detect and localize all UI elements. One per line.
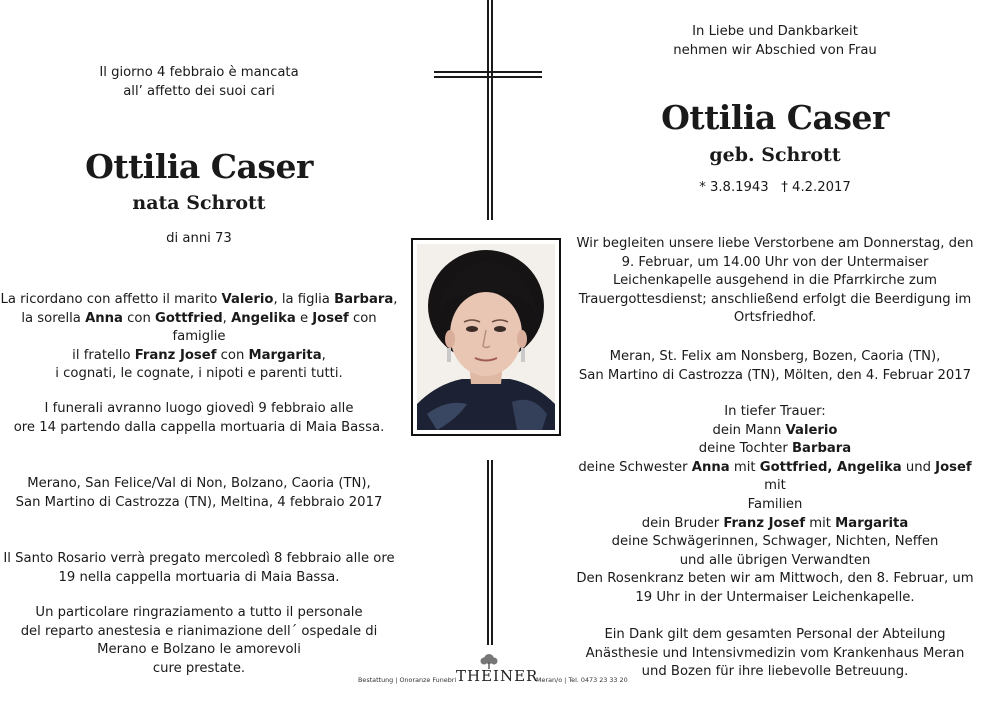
left-family-line-3: il fratello Franz Josef con Margarita, [72,347,326,363]
left-funeral-line-1: I funerali avranno luogo giovedì 9 febbraio alle [44,401,354,416]
right-funeral-line-2: 9. Februar, um 14.00 Uhr von der Untermaiser [621,254,929,270]
right-mourner-sister: deine Schwester Anna mit Gottfried, Angelika und Josef mit [578,459,972,494]
left-rosary-line-2: 19 nella cappella mortuaria di Maia Bassa. [58,569,340,585]
left-thanks-line-1: Un particolare ringraziamento a tutto il personale [35,605,363,620]
left-family-paragraph [0,291,398,384]
left-intro-line-2: all’ affetto dei suoi cari [123,83,275,99]
portrait-illustration [417,244,555,430]
right-funeral-line-5: Ortsfriedhof. [733,310,817,326]
right-thanks-line-1: Ein Dank gilt dem gesamten Personal der Abteilung [604,627,946,642]
divider-vertical-bottom [487,460,489,645]
right-thanks-line-3: und Bozen für ihre liebevolle Betreuung. [641,664,909,680]
divider-vertical-bottom-2 [491,460,493,645]
right-deceased-name: Ottilia Caser [661,98,889,137]
right-intro-line-2: nehmen wir Abschied von Frau [673,42,877,58]
right-mourner-brother: dein Bruder Franz Josef mit Margarita [641,515,909,531]
right-rosary-line-1: Den Rosenkranz beten wir am Mittwoch, den 8. Februar, um [576,571,974,586]
left-place-date [0,475,398,512]
left-funeral-line-2: ore 14 partendo dalla cappella mortuaria di Maia Bassa. [13,419,385,435]
right-funeral-line-4: Trauergottesdienst; anschließend erfolgt die Beerdigung im [578,291,972,307]
left-funeral-info [0,400,398,437]
left-thanks-line-3: Merano e Bolzano le amorevoli [97,642,301,658]
cross-vertical-top-2 [491,0,493,220]
right-place-date [572,348,978,385]
right-funeral-line-3: Leichenkapelle ausgehend in die Pfarrkirche zum [612,273,938,289]
right-funeral-line-1: Wir begleiten unsere liebe Verstorbene am Donnerstag, den [576,236,974,251]
right-life-dates: * 3.8.1943 † 4.2.2017 [699,180,851,195]
left-place-line-1: Merano, San Felice/Val di Non, Bolzano, Caoria (TN), [27,476,371,491]
left-family-line-4: i cognati, le cognate, i nipoti e parenti tutti. [55,366,343,382]
left-place-line-2: San Martino di Castrozza (TN), Meltina, 4 febbraio 2017 [15,494,383,510]
right-mourner-daughter: deine Tochter Barbara [698,441,852,457]
right-mourner-husband: dein Mann Valerio [712,422,838,438]
left-age: di anni 73 [166,231,232,246]
right-mourner-relatives: und alle übrigen Verwandten [679,552,871,568]
left-thanks-line-4: cure prestate. [152,660,246,676]
left-rosary-line-1: Il Santo Rosario verrà pregato mercoledì 8 febbraio alle ore [3,551,395,566]
right-place-line-1: Meran, St. Felix am Nonsberg, Bozen, Caoria (TN), [609,349,941,364]
right-rosary-info [572,570,978,607]
left-family-line-2: la sorella Anna con Gottfried, Angelika e Josef con famiglie [21,310,377,345]
right-mourners [572,403,978,570]
left-intro-line-1: Il giorno 4 febbraio è mancata [99,65,299,80]
left-rosary-info [0,550,398,587]
cross-vertical-top [487,0,489,220]
left-thanks-line-2: del reparto anestesia e rianimazione dell´ ospedale di [20,623,378,639]
footer-city-tel: Meran/o | Tel. 0473 23 33 20 [536,676,628,684]
left-thanks [0,604,398,678]
right-mourner-families: Familien [747,496,803,512]
right-thanks-line-2: Anästhesie und Intensivmedizin vom Krankenhaus Meran [585,645,965,661]
left-intro [0,64,398,101]
left-maiden-name: nata Schrott [132,192,266,214]
right-rosary-line-2: 19 Uhr in der Untermaiser Leichenkapelle. [635,589,915,605]
left-family-line-1: La ricordano con affetto il marito Valerio, la figlia Barbara, [0,292,398,307]
right-maiden-name: geb. Schrott [709,144,841,166]
right-thanks [572,626,978,682]
right-place-line-2: San Martino di Castrozza (TN), Mölten, den 4. Februar 2017 [578,367,972,383]
cross-horizontal-bottom [434,76,542,78]
left-deceased-name: Ottilia Caser [85,147,313,186]
right-mourners-heading: In tiefer Trauer: [724,404,826,419]
portrait-image [417,244,555,430]
right-intro-line-1: In Liebe und Dankbarkeit [692,24,858,39]
right-funeral-paragraph [572,235,978,328]
footer-logo: THEINER [456,667,539,685]
cross-horizontal-top [434,71,542,73]
right-intro [572,23,978,60]
portrait-photo [411,238,561,436]
funeral-home-footer [358,657,628,687]
footer-services: Bestattung | Onoranze Funebri [358,676,457,684]
right-mourner-inlaws: deine Schwägerinnen, Schwager, Nichten, Neffen [611,534,939,550]
